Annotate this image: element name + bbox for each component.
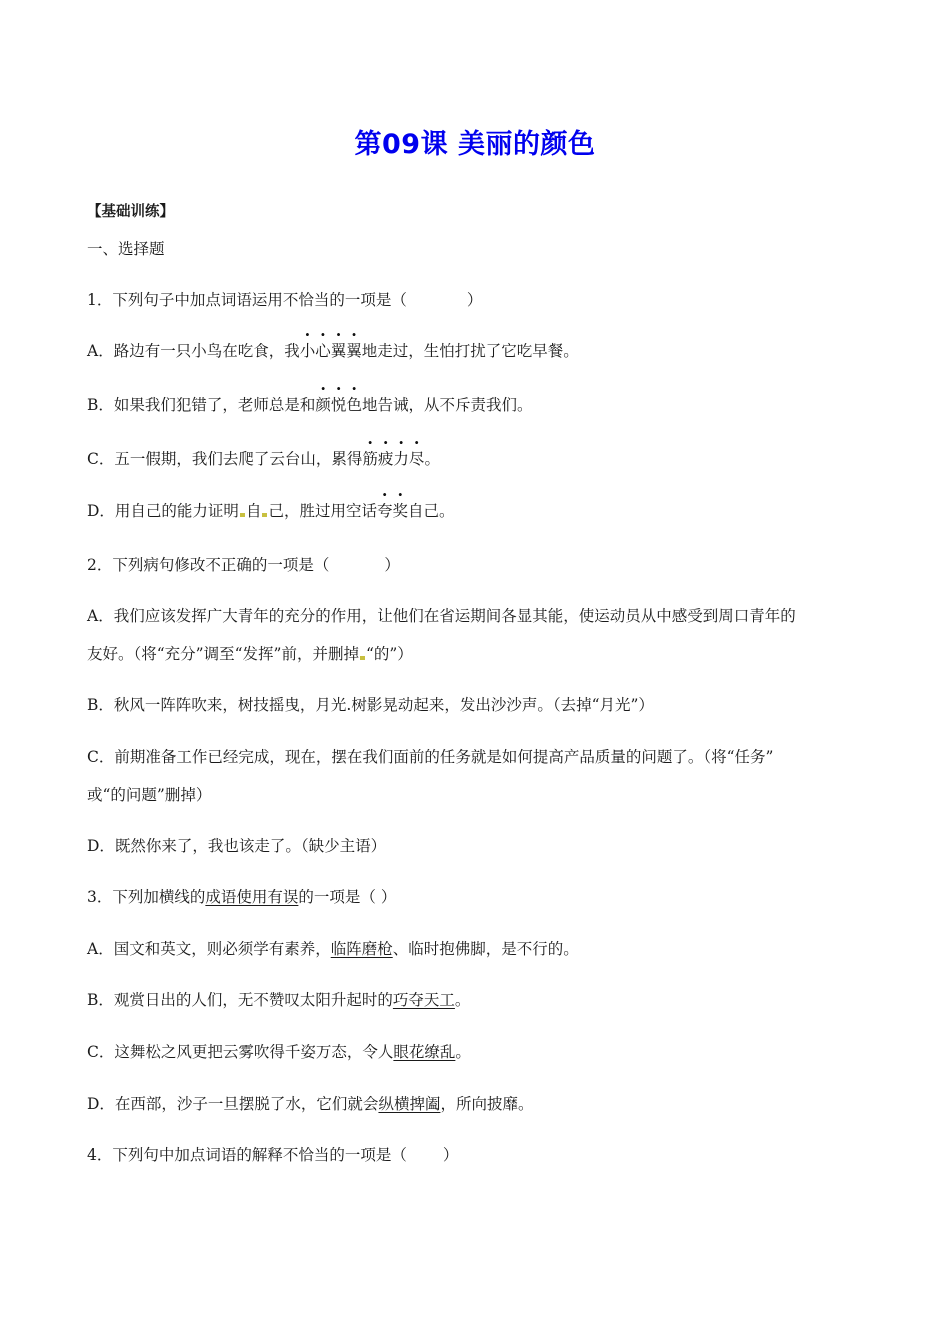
question-4-stem: 4．下列句中加点词语的解释不恰当的一项是（ ） — [87, 1146, 459, 1164]
question-3-option-d: D．在西部，沙子一旦摆脱了水，它们就会纵横捭阖，所向披靡。 — [87, 1095, 534, 1113]
question-3-option-a: A．国文和英文，则必须学有素养，临阵磨枪、临时抱佛脚，是不行的。 — [87, 940, 579, 958]
underlined-idiom: 眼花缭乱 — [393, 1043, 456, 1061]
dotted-char: 疲 — [377, 450, 394, 468]
highlight-mark — [360, 656, 365, 660]
dotted-char: 奖 — [392, 502, 408, 520]
question-1-option-d: D．用自己的能力证明 自 己，胜过用空话夸奖自己。 — [87, 502, 455, 520]
question-2-option-b: B．秋风一阵阵吹来，树技摇曳，月光.树影晃动起来，发出沙沙声。（去掉“月光”） — [87, 696, 654, 714]
highlight-mark — [240, 513, 245, 517]
question-2-option-c-line1: C．前期准备工作已经完成，现在，摆在我们面前的任务就是如何提高产品质量的问题了。（将“任务” — [87, 748, 774, 766]
dotted-char: 力 — [393, 450, 409, 468]
part-heading: 一、选择题 — [87, 240, 165, 258]
question-1-option-a: A．路边有一只小鸟在吃食，我小心翼翼地走过，生怕打扰了它吃早餐。 — [87, 342, 579, 360]
dotted-char: 翼 — [330, 342, 347, 360]
highlight-mark — [262, 513, 267, 517]
dotted-char: 夸 — [376, 502, 393, 520]
dotted-char: 心 — [315, 342, 331, 360]
lesson-title: 第09课 美丽的颜色 — [354, 129, 596, 160]
dotted-char: 翼 — [346, 342, 362, 360]
dotted-char: 悦 — [330, 396, 347, 414]
underlined-idiom: 纵横捭阖 — [378, 1095, 441, 1113]
question-2-option-d: D．既然你来了，我也该走了。（缺少主语） — [87, 837, 387, 855]
dotted-char: 颜 — [315, 396, 331, 414]
underlined-idiom: 巧夺天工 — [392, 991, 455, 1009]
dotted-char: 色 — [346, 396, 362, 414]
question-2-option-a-line2: 友好。（将“充分”调至“发挥”前，并删掉 “的”） — [87, 645, 413, 663]
question-1-option-c: C．五一假期，我们去爬了云台山，累得筋疲力尽。 — [87, 450, 440, 468]
dotted-char: 小 — [299, 342, 316, 360]
section-heading: 【基础训练】 — [87, 204, 174, 220]
dotted-char: 筋 — [362, 450, 378, 468]
question-2-option-c-line2: 或“的问题”删掉） — [87, 786, 212, 804]
question-3-option-c: C．这舞松之风更把云雾吹得千姿万态，令人眼花缭乱。 — [87, 1043, 471, 1061]
question-3-option-b: B．观赏日出的人们，无不赞叹太阳升起时的巧夺天工。 — [87, 991, 471, 1009]
underlined-phrase: 成语使用有误 — [205, 888, 299, 906]
dotted-char: 尽 — [408, 450, 425, 468]
question-2-stem: 2．下列病句修改不正确的一项是（ ） — [87, 556, 400, 574]
question-3-stem: 3．下列加横线的成语使用有误的一项是（ ） — [87, 888, 397, 906]
question-1-stem: 1．下列句子中加点词语运用不恰当的一项是（ ） — [87, 291, 483, 309]
underlined-idiom: 临阵磨枪 — [330, 940, 393, 958]
question-1-option-b: B．如果我们犯错了，老师总是和颜悦色地告诫，从不斥责我们。 — [87, 396, 533, 414]
question-2-option-a-line1: A．我们应该发挥广大青年的充分的作用，让他们在省运期间各显其能，使运动员从中感受到周口青年的 — [87, 607, 796, 625]
